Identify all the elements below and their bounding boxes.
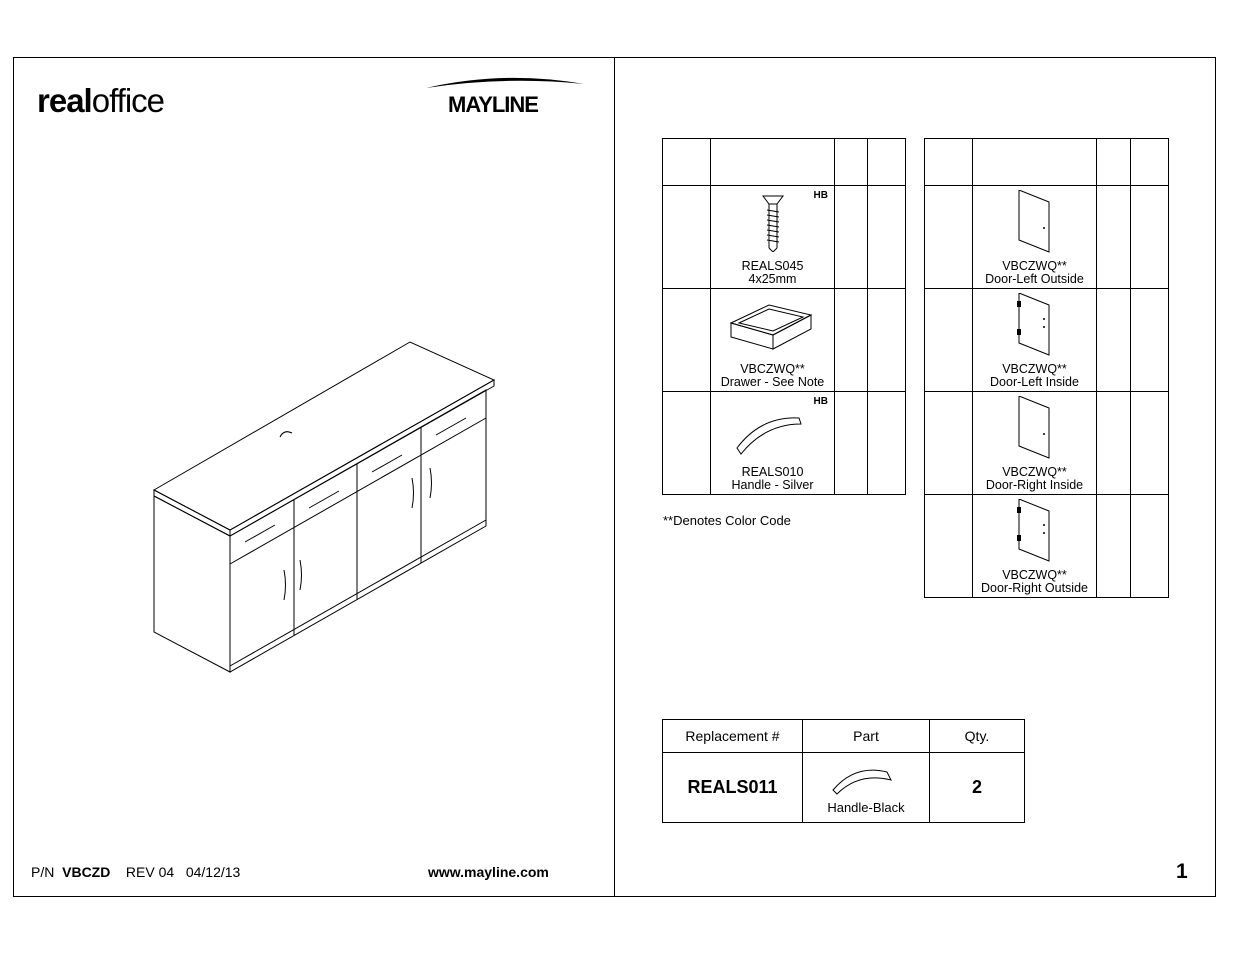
- page-number: 1: [1176, 860, 1188, 883]
- col-header: Replacement #: [663, 720, 803, 753]
- handle-icon: [803, 760, 929, 800]
- replacement-qty: 2: [930, 753, 1025, 823]
- part-code: VBCZWQ**: [1002, 568, 1067, 582]
- table-row: [663, 186, 906, 289]
- part-desc: Drawer - See Note: [720, 375, 825, 389]
- parts-table-right: [924, 138, 1169, 598]
- table-row: [925, 495, 1169, 598]
- part-desc: Handle - Silver: [731, 478, 814, 492]
- part-code: VBCZWQ**: [1002, 259, 1067, 273]
- table-row: [663, 753, 1025, 823]
- part-desc: 4x25mm: [748, 272, 797, 286]
- part-code: REALS010: [741, 465, 804, 479]
- cabinet-illustration: [150, 338, 500, 688]
- part-desc: Door-Left Outside: [985, 272, 1084, 286]
- table-row: [925, 392, 1169, 495]
- part-number-line: P/N VBCZD REV 04 04/12/13: [31, 864, 241, 880]
- door-icon: [973, 499, 1096, 565]
- table-row: [925, 186, 1169, 289]
- website-link[interactable]: www.mayline.com: [428, 864, 549, 880]
- parts-table-left: [662, 138, 906, 495]
- part-desc: Door-Right Outside: [981, 581, 1088, 595]
- mayline-logo: MAYLINE: [448, 92, 538, 117]
- handle-icon: [711, 396, 834, 460]
- replacement-code: REALS011: [663, 753, 803, 823]
- part-code: VBCZWQ**: [1002, 465, 1067, 479]
- table-row: [663, 392, 906, 495]
- page-divider: [614, 57, 615, 897]
- color-code-note: **Denotes Color Code: [663, 513, 791, 528]
- col-header: Qty.: [930, 720, 1025, 753]
- part-code: VBCZWQ**: [740, 362, 805, 376]
- col-header: Part: [803, 720, 930, 753]
- table-row: [925, 289, 1169, 392]
- replacement-table: [662, 719, 1025, 823]
- table-row: [663, 289, 906, 392]
- door-icon: [973, 396, 1096, 462]
- door-icon: [973, 190, 1096, 256]
- part-code: VBCZWQ**: [1002, 362, 1067, 376]
- screw-icon: [711, 190, 834, 252]
- part-desc: Door-Right Inside: [985, 478, 1084, 492]
- replacement-part: Handle-Black: [827, 800, 905, 815]
- hb-tag: HB: [813, 396, 828, 407]
- realoffice-logo: realoffice: [37, 82, 164, 119]
- door-icon: [973, 293, 1096, 359]
- part-desc: Door-Left Inside: [990, 375, 1079, 389]
- hb-tag: HB: [813, 190, 828, 201]
- drawer-icon: [711, 293, 834, 359]
- part-code: REALS045: [741, 259, 804, 273]
